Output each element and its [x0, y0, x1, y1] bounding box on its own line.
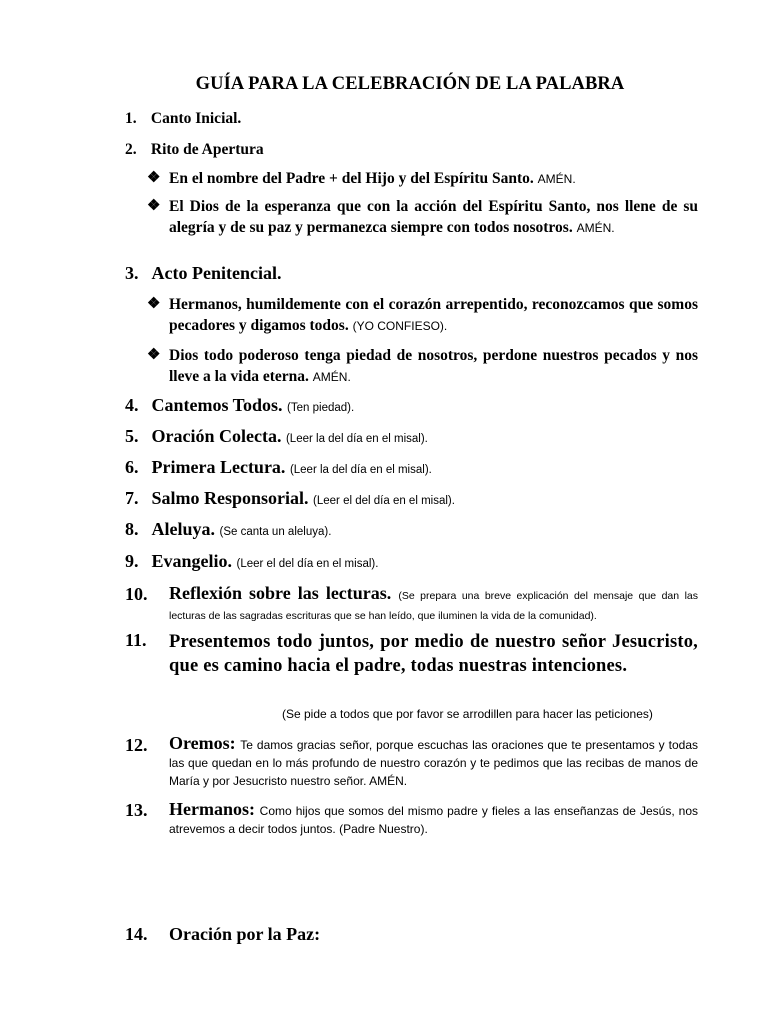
item-note: (Leer la del día en el misal). — [285, 433, 428, 445]
item-label: Aleluya. — [151, 519, 216, 539]
item-label: Primera Lectura. — [151, 457, 286, 477]
list-item — [125, 551, 698, 572]
list-item — [125, 488, 698, 509]
list-item — [125, 110, 698, 128]
item-label: Salmo Responsorial. — [151, 488, 309, 508]
item-number: 14. — [125, 924, 148, 944]
item-number: 13. — [125, 800, 148, 820]
item-number: 2. — [125, 141, 137, 158]
diamond-bullet-icon: ❖ — [147, 296, 161, 312]
item-number: 10. — [125, 584, 148, 604]
response-text: AMÉN. — [312, 370, 351, 384]
response-text: AMÉN. — [576, 221, 615, 235]
item-number: 9. — [125, 551, 139, 571]
item-label: Oración por la Paz: — [169, 924, 321, 944]
item-label: Acto Penitencial. — [151, 263, 282, 283]
item-note: (Ten piedad). — [287, 402, 355, 414]
item-label: Hermanos: — [169, 799, 255, 819]
item-label: Oremos: — [169, 733, 236, 753]
item-note: (Leer el del día en el misal). — [236, 558, 379, 570]
item-number: 1. — [125, 110, 137, 127]
list-item — [125, 519, 698, 540]
item-number: 5. — [125, 426, 139, 446]
item-label: Cantemos Todos. — [151, 395, 283, 415]
list-item — [125, 263, 698, 284]
item-label: Evangelio. — [151, 551, 233, 571]
diamond-bullet-icon: ❖ — [147, 347, 161, 363]
item-label: Reflexión sobre las lecturas. — [169, 583, 392, 603]
page-title: GUÍA PARA LA CELEBRACIÓN DE LA PALABRA — [195, 74, 625, 94]
list-item — [125, 735, 698, 790]
item-note: Como hijos que somos del mismo padre y fieles a las enseñanzas de Jesús, nos atrevemos a decir todos juntos. (Padre Nuestro). — [169, 804, 699, 836]
bullet-item — [147, 196, 698, 239]
item-number: 7. — [125, 488, 139, 508]
item-number: 6. — [125, 457, 139, 477]
list-item — [125, 141, 698, 159]
bullet-text: El Dios de la esperanza que con la acción del Espíritu Santo, nos llene de su alegría y de su paz y permanezca siempre con todos nosotros. — [169, 198, 698, 236]
item-label: Rito de Apertura — [150, 141, 264, 158]
item-label: Canto Inicial. — [150, 110, 242, 127]
item-note: (Leer la del día en el misal). — [289, 464, 432, 476]
list-item — [125, 924, 698, 945]
bullet-item — [147, 168, 698, 190]
item-note: (Se prepara una breve explicación del mensaje que dan las lecturas de las sagradas escrituras que se han leído, que iluminen la vida de la comunidad). — [169, 590, 699, 622]
item-label: Presentemos todo juntos, por medio de nuestro señor Jesucristo, que es camino hacia el padre, todas nuestras intenciones. — [169, 632, 698, 676]
list-item — [125, 426, 698, 447]
item-label: Oración Colecta. — [151, 426, 282, 446]
bullet-item — [147, 294, 698, 337]
list-item — [125, 395, 698, 416]
bullet-text: En el nombre del Padre + del Hijo y del Espíritu Santo. — [169, 170, 534, 187]
diamond-bullet-icon: ❖ — [147, 198, 161, 214]
list-item — [125, 457, 698, 478]
item-note: (Se canta un aleluya). — [219, 526, 332, 538]
item-number: 4. — [125, 395, 139, 415]
response-text: AMÉN. — [537, 172, 576, 186]
item-note: (Se pide a todos que por favor se arrodillen para hacer las peticiones) — [282, 707, 653, 721]
bullet-text: Dios todo poderoso tenga piedad de nosotros, perdone nuestros pecados y nos lleve a la vida eterna. — [169, 347, 698, 385]
response-text: (YO CONFIESO). — [352, 319, 448, 333]
list-item — [125, 800, 698, 838]
item-number: 8. — [125, 519, 139, 539]
list-item — [125, 584, 698, 624]
item-note: (Leer el del día en el misal). — [313, 495, 455, 507]
bullet-text: Hermanos, humildemente con el corazón arrepentido, reconozcamos que somos pecadores y digamos todos. — [169, 296, 698, 334]
item-note: Te damos gracias señor, porque escuchas las oraciones que te presentamos y todas las que quedan en lo más profundo de nuestro corazón y te pedimos que las recibas de manos de María y por Jesucristo nuestro señor. AMÉN. — [169, 738, 698, 788]
list-item — [125, 630, 698, 678]
item-number: 11. — [125, 630, 147, 650]
bullet-item — [147, 345, 698, 388]
diamond-bullet-icon: ❖ — [147, 170, 161, 186]
item-number: 12. — [125, 735, 148, 755]
item-number: 3. — [125, 263, 139, 283]
